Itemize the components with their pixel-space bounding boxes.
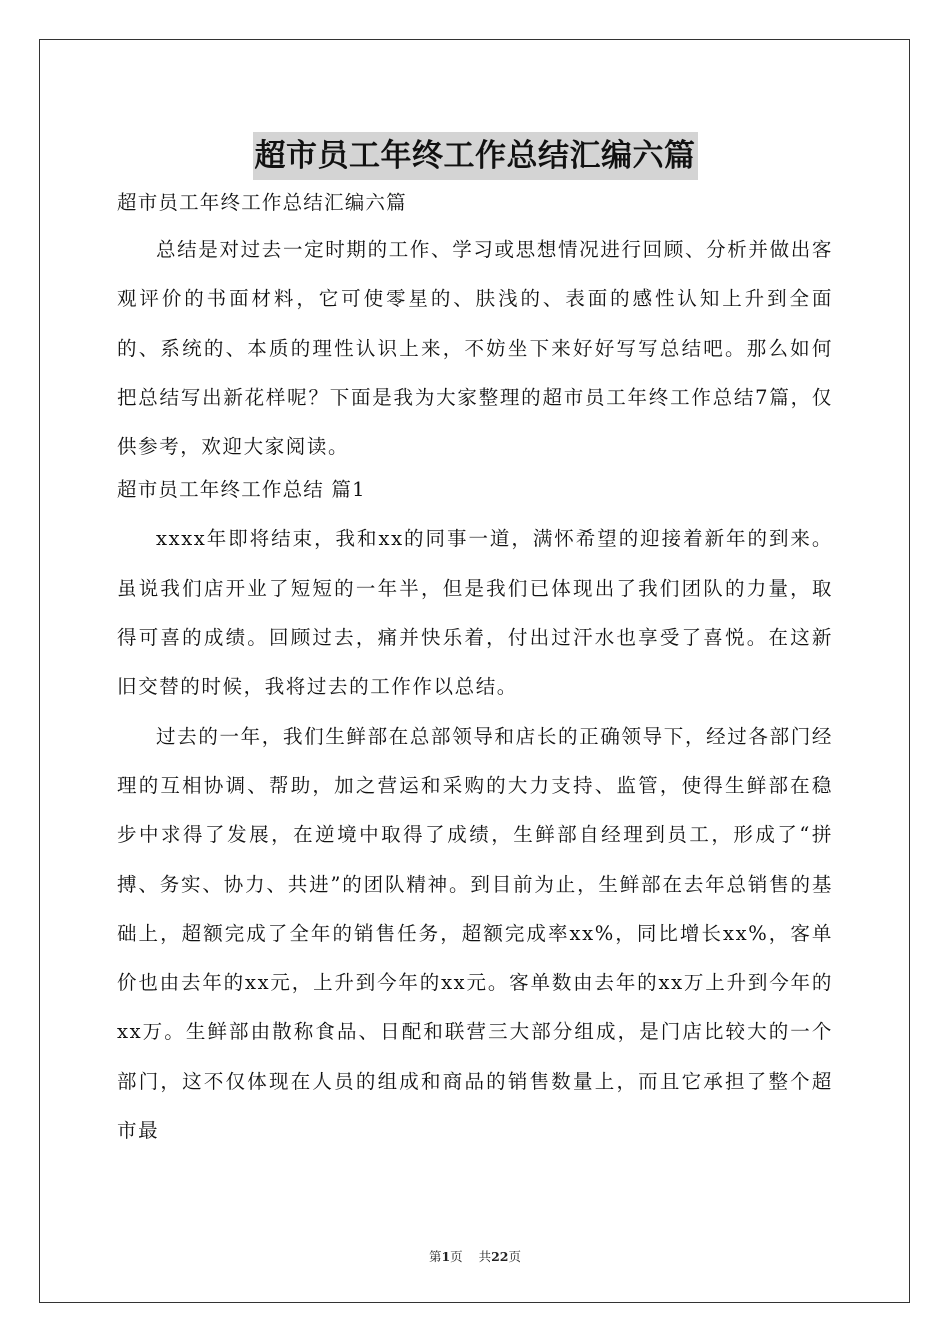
page-number: 1 — [441, 1249, 451, 1264]
intro-paragraph: 总结是对过去一定时期的工作、学习或思想情况进行回顾、分析并做出客观评价的书面材料，它可使零星的、肤浅的、表面的感性认知上升到全面的、系统的、本质的理性认识上来，不妨坐下来好好写写总结吧。那么如何把总结写出新花样呢？下面是我为大家整理的超市员工年终工作总结7篇，仅供参考，欢迎大家阅读。 — [117, 238, 833, 459]
body-paragraph: xxxx年即将结束，我和xx的同事一道，满怀希望的迎接着新年的到来。虽说我们店开业了短短的一年半，但是我们已体现出了我们团队的力量，取得可喜的成绩。回顾过去，痛并快乐着，付出过汗水也享受了喜悦。在这新旧交替的时候，我将过去的工作作以总结。 — [117, 527, 833, 699]
section-heading: 超市员工年终工作总结 篇1 — [117, 478, 366, 502]
document-title-text: 超市员工年终工作总结汇编六篇 — [253, 132, 698, 180]
body-paragraph: 过去的一年，我们生鲜部在总部领导和店长的正确领导下，经过各部门经理的互相协调、帮助，加之营运和采购的大力支持、监管，使得生鲜部在稳步中求得了发展，在逆境中取得了成绩，生鲜部自经理到员工，形成了“拼搏、务实、协力、共进”的团队精神。到目前为止，生鲜部在去年总销售的基础上，超额完成了全年的销售任务，超额完成率xx%，同比增长xx%，客单价也由去年的xx元，上升到今年的xx元。客单数由去年的xx万上升到今年的xx万。生鲜部由散称食品、日配和联营三大部分组成，是门店比较大的一个部门，这不仅体现在人员的组成和商品的销售数量上，而且它承担了整个超市最 — [117, 724, 833, 1143]
page-footer — [0, 1247, 950, 1265]
total-prefix: 共 — [478, 1249, 492, 1264]
page-suffix: 页 — [450, 1249, 463, 1264]
total-suffix: 页 — [508, 1249, 522, 1264]
document-body — [117, 120, 833, 1155]
document-subtitle: 超市员工年终工作总结汇编六篇 — [117, 191, 407, 214]
document-title — [117, 132, 833, 180]
page-prefix: 第 — [428, 1249, 442, 1264]
total-pages: 22 — [491, 1249, 509, 1264]
